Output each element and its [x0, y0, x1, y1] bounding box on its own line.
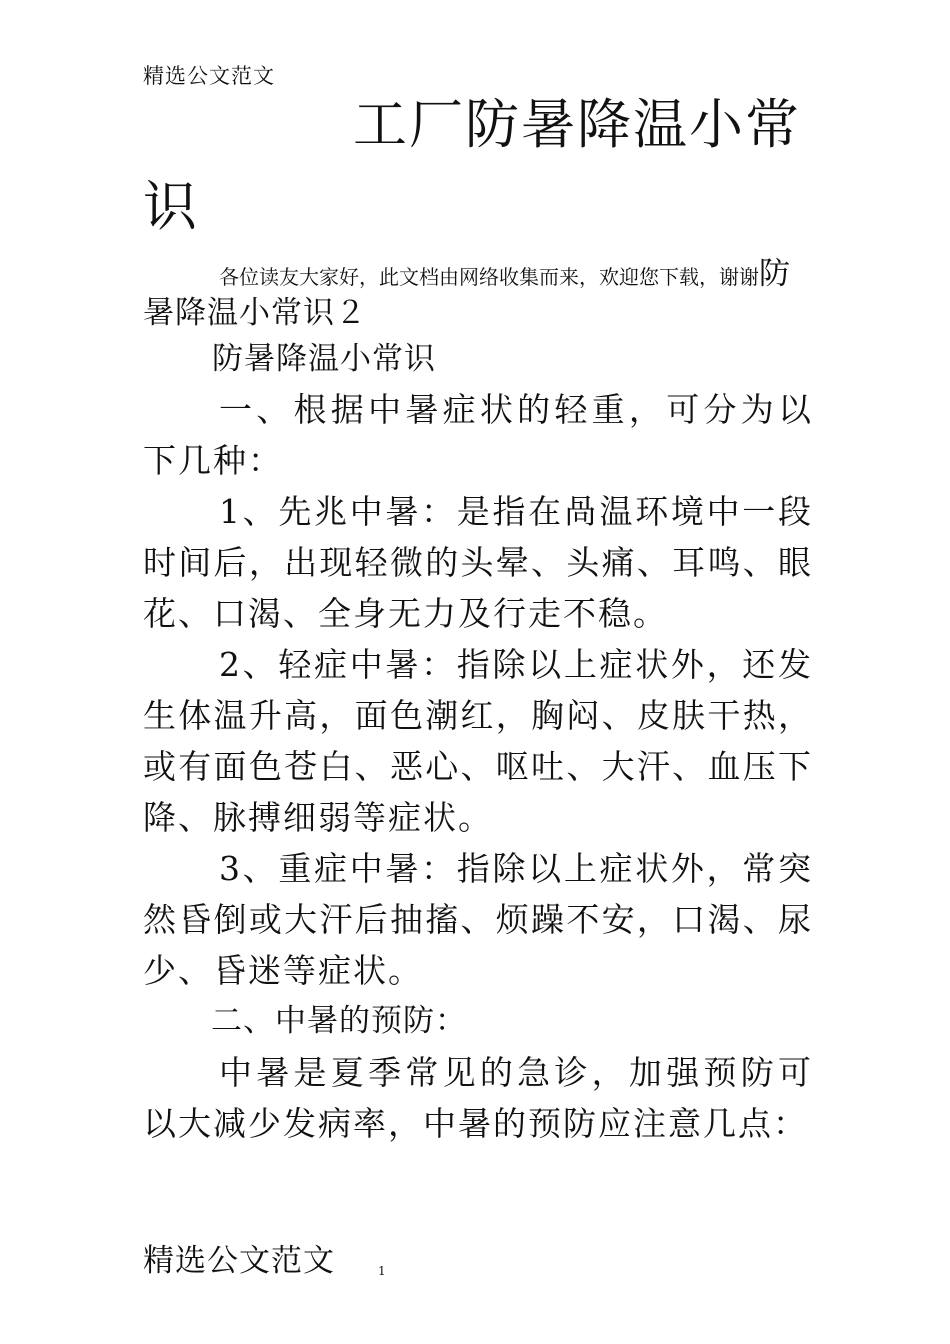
- intro-note: 各位读友大家好，此文档由网络收集而来，欢迎您下载，谢谢: [219, 265, 759, 289]
- paragraph-light: 2、轻症中暑：指除以上症状外，还发生体温升高，面色潮红，胸闷、皮肤干热，或有面色苍白、恶心、呕吐、大汗、血压下降、脉搏细弱等症状。: [143, 645, 813, 837]
- page-number: 1: [378, 1264, 386, 1278]
- sub-heading: 防暑降温小常识: [212, 341, 436, 377]
- paragraph-severe: 3、重症中暑：指除以上症状外，常突然昏倒或大汗后抽搐、烦躁不安，口渴、尿少、昏迷等症状。: [143, 849, 813, 990]
- intro-line: [143, 256, 813, 334]
- intro-heading: 防暑降温小常识２: [143, 256, 791, 331]
- paragraph-mild-precursor: 1、先兆中暑：是指在咼温环境中一段时间后，出现轻微的头晕、头痛、耳鸣、眼花、口渴、全身无力及行走不稳。: [143, 492, 813, 633]
- footer-label: 精选公文范文: [143, 1243, 335, 1279]
- paragraph-prevention-heading: 二、中暑的预防：: [211, 1003, 467, 1039]
- document-body: [143, 384, 813, 1149]
- header-label: 精选公文范文: [143, 64, 275, 88]
- paragraph-classification: 一、根据中暑症状的轻重，可分为以下几种：: [143, 390, 813, 480]
- document-title: 工厂防暑降温小常识: [143, 93, 801, 238]
- paragraph-prevention: 中暑是夏季常见的急诊，加强预防可以大减少发病率，中暑的预防应注意几点：: [143, 1053, 813, 1143]
